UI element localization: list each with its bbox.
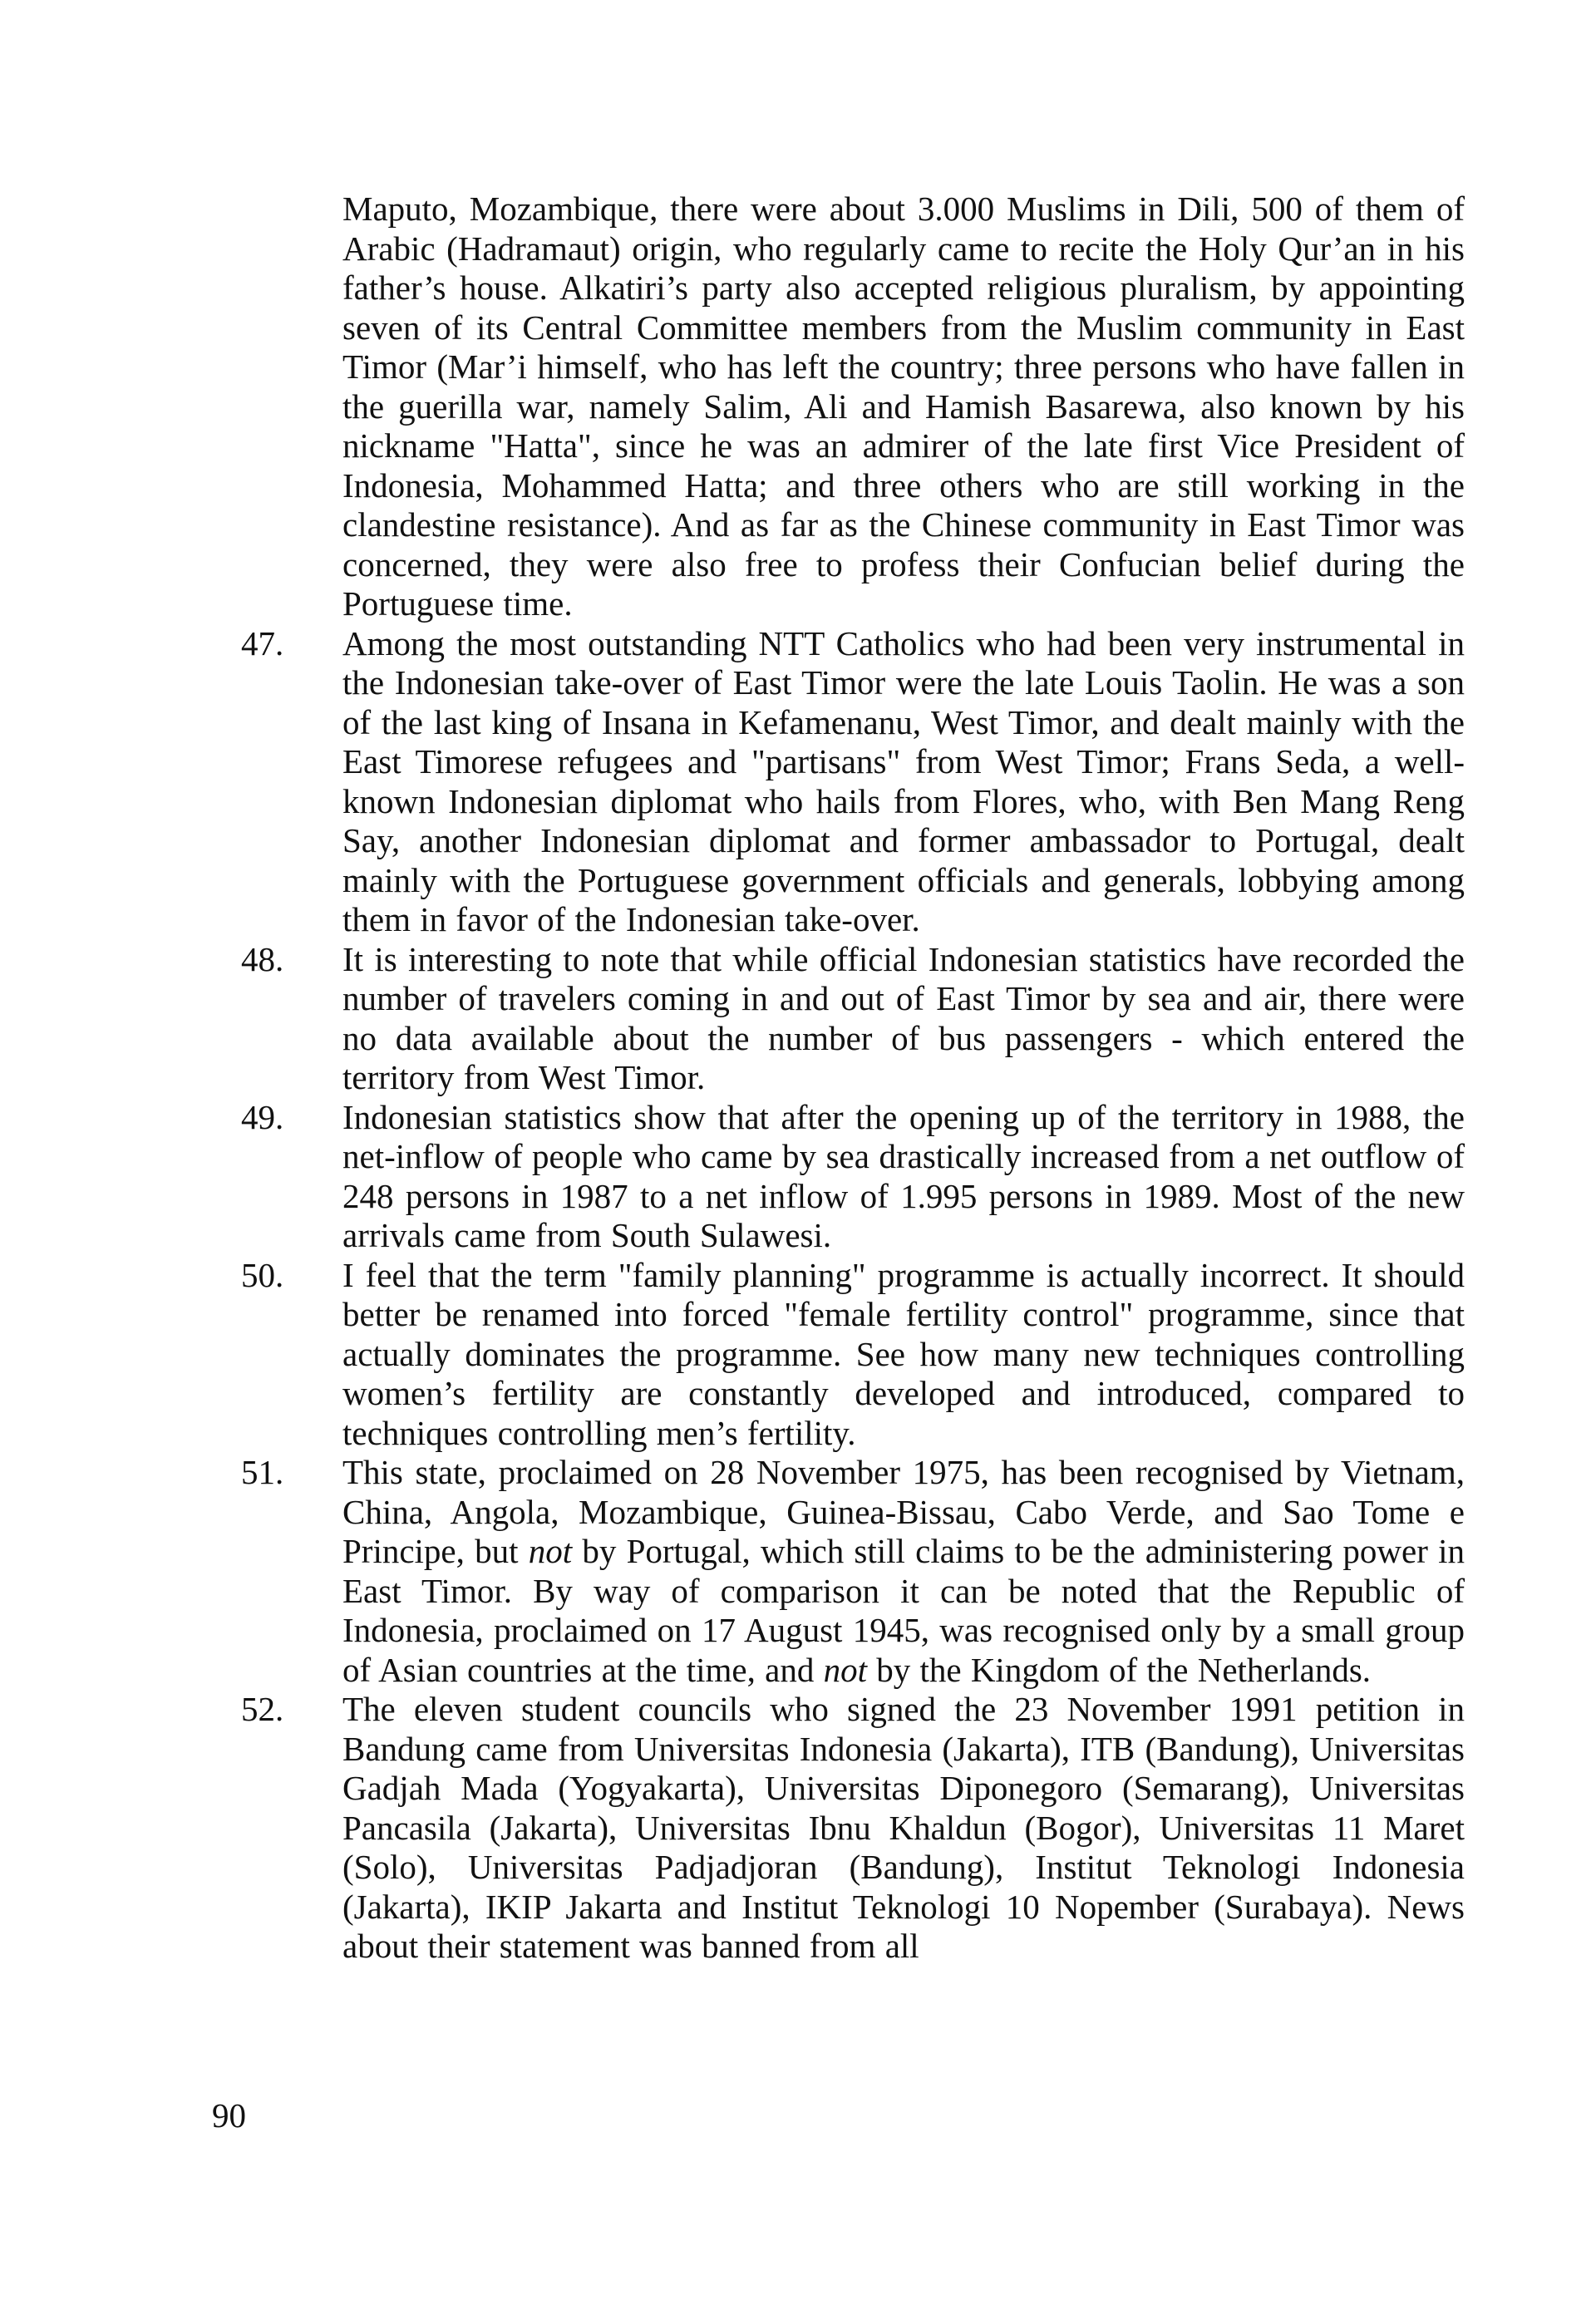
endnote-number: 52. bbox=[241, 1690, 284, 1728]
endnote-text: Indonesian statistics show that after the opening up of the territory in 1988, the net-inflow of people who came by sea drastically increased from a net outflow of 248 persons in 1987 to a net inflow of 1.995 persons in 1989. Most of the new arrivals came from South Sulawesi. bbox=[342, 1097, 1465, 1254]
endnote-text: Maputo, Mozambique, there were about 3.000 Muslims in Dili, 500 of them of Arabic (Hadramaut) origin, who regularly came to recite the Holy Qur’an in his father’s house. Alkatiri’s party also accepted religious pluralism, by appointing seven of its Central Committee members from the Muslim community in East Timor (Mar’i himself, who has left the country; three persons who have fallen in the guerilla war, namely Salim, Ali and Hamish Basarewa, also known by his nickname "Hatta", since he was an admirer of the late first Vice President of Indonesia, Mohammed Hatta; and three others who are still working in the clandestine resistance). And as far as the Chinese community in East Timor was concerned, they were also free to profess their Confucian belief during the Portuguese time. bbox=[342, 190, 1465, 623]
endnote-49 bbox=[241, 1097, 1465, 1256]
endnote-number: 48. bbox=[241, 939, 284, 978]
emphasis: not bbox=[528, 1532, 573, 1570]
emphasis: not bbox=[823, 1650, 867, 1689]
endnote-number: 50. bbox=[241, 1255, 284, 1294]
endnote-number: 49. bbox=[241, 1097, 284, 1136]
endnote-text bbox=[342, 1453, 1465, 1690]
text-segment: by Portugal, which still claims to be the administering power in East Timor. By way of comparison it can be noted that the Republic of Indonesia, proclaimed on 17 August 1945, was recognised only by a small group of Asian countries at the time, and bbox=[342, 1532, 1465, 1689]
page-number: 90 bbox=[212, 2096, 246, 2134]
text-segment: This state, proclaimed on 28 November 1975, has been recognised by Vietnam, China, Angola, Mozambique, Guinea-Bissau, Cabo Verde, and Sao Tome e Principe, but bbox=[342, 1453, 1465, 1570]
endnote-continued bbox=[342, 190, 1465, 624]
endnote-number: 51. bbox=[241, 1453, 284, 1491]
endnote-text: The eleven student councils who signed the 23 November 1991 petition in Bandung came from Universitas Indonesia (Jakarta), ITB (Bandung), Universitas Gadjah Mada (Yogyakarta), Universitas Diponegoro (Semarang), Universitas Pancasila (Jakarta), Universitas Ibnu Khaldun (Bogor), Universitas 11 Maret (Solo), Universitas Padjadjoran (Bandung), Institut Teknologi Indonesia (Jakarta), IKIP Jakarta and Institut Teknologi 10 Nopember (Surabaya). News about their statement was banned from all bbox=[342, 1690, 1465, 1965]
endnote-number: 47. bbox=[241, 623, 284, 662]
endnote-text: It is interesting to note that while official Indonesian statistics have recorded the number of travelers coming in and out of East Timor by sea and air, there were no data available about the number of bus passengers - which entered the territory from West Timor. bbox=[342, 939, 1465, 1096]
endnote-text: Among the most outstanding NTT Catholics who had been very instrumental in the Indonesian take-over of East Timor were the late Louis Taolin. He was a son of the last king of Insana in Kefamenanu, West Timor, and dealt mainly with the East Timorese refugees and "partisans" from West Timor; Frans Seda, a well-known Indonesian diplomat who hails from Flores, who, with Ben Mang Reng Say, another Indonesian diplomat and former ambassador to Portugal, dealt mainly with the Portuguese government officials and generals, lobbying among them in favor of the Indonesian take-over. bbox=[342, 623, 1465, 938]
endnote-50 bbox=[241, 1255, 1465, 1454]
text-segment: by the Kingdom of the Netherlands. bbox=[866, 1650, 1372, 1689]
endnote-text: I feel that the term "family planning" programme is actually incorrect. It should better be renamed into forced "female fertility control" programme, since that actually dominates the programme. See how many new techniques controlling women’s fertility are constantly developed and introduced, compared to techniques controlling men’s fertility. bbox=[342, 1255, 1465, 1452]
endnote-48 bbox=[241, 939, 1465, 1098]
endnote-52 bbox=[241, 1690, 1465, 1967]
endnotes bbox=[241, 190, 1465, 1967]
endnote-51 bbox=[241, 1453, 1465, 1690]
endnote-47 bbox=[241, 623, 1465, 940]
